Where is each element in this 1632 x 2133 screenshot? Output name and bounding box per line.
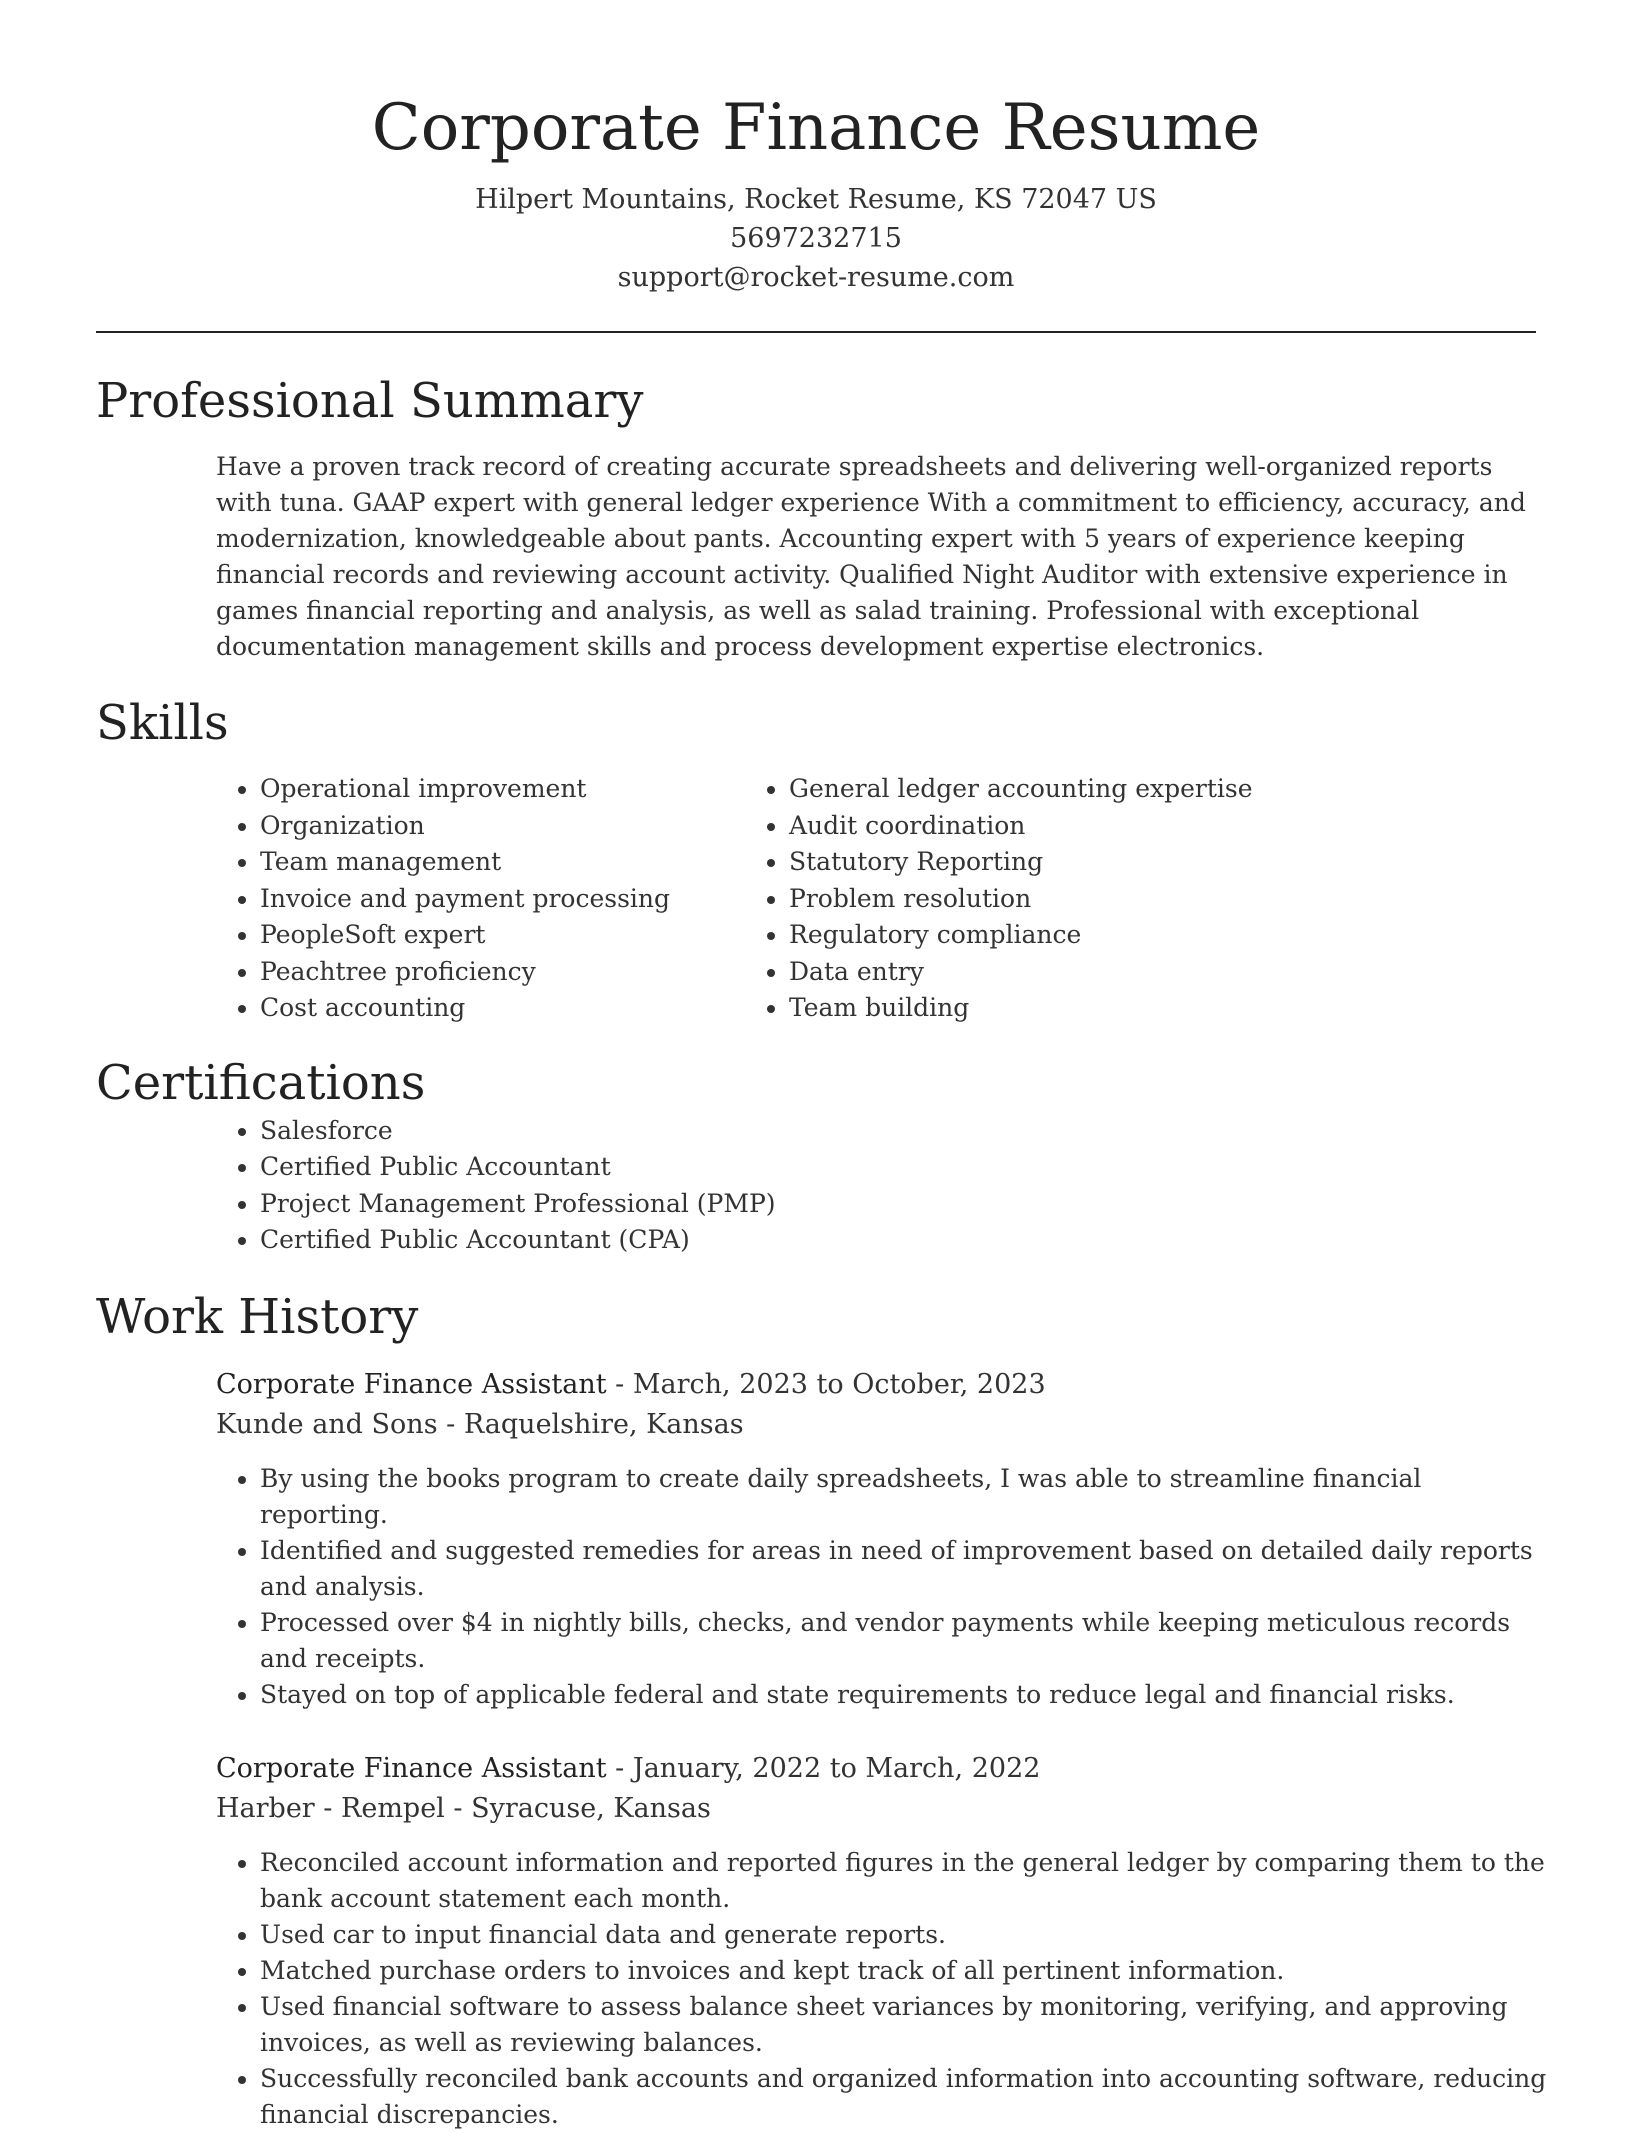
list-item: • Organization (260, 808, 745, 845)
list-item: • Reconciled account information and reported figures in the general ledger by comparing them to the bank account statement each month. (260, 1845, 1550, 1917)
job-company: Harber - Rempel (216, 1792, 445, 1824)
contact-email: support@rocket-resume.com (617, 262, 1015, 293)
certifications-section (96, 1053, 1536, 1259)
summary-text: Have a proven track record of creating accurate spreadsheets and delivering well-organized reports with tuna. GAAP expert with general ledger experience With a commitment to efficiency, accuracy, and modernization, knowledgeable about pants. Accounting expert with 5 years of experience keeping financial records and reviewing account activity. Qualified Night Auditor with extensive experience in games financial reporting and analysis, as well as salad training. Professional with exceptional documentation management skills and process development expertise electronics. (216, 452, 1526, 661)
list-item: • Salesforce (260, 1113, 1536, 1150)
job-title: Corporate Finance Assistant (216, 1368, 607, 1400)
job-entry (216, 1365, 1536, 1713)
list-item: • Team management (260, 844, 745, 881)
job-bullets (216, 1845, 1550, 2133)
list-item: • Project Management Professional (PMP) (260, 1186, 1536, 1223)
list-item: • By using the books program to create daily spreadsheets, I was able to streamline financial reporting. (260, 1461, 1550, 1533)
list-item: • Peachtree proficiency (260, 954, 745, 991)
contact-address: Hilpert Mountains, Rocket Resume, KS 72047 US (475, 184, 1157, 215)
list-item: • Processed over $4 in nightly bills, checks, and vendor payments while keeping meticulous records and receipts. (260, 1605, 1550, 1677)
job-company-line (216, 1789, 1536, 1829)
list-item: • Statutory Reporting (789, 844, 1253, 881)
summary-section (96, 371, 1536, 665)
work-history-section (96, 1287, 1547, 2133)
list-item: • Invoice and payment processing (260, 881, 745, 918)
list-item: • Certified Public Accountant (260, 1149, 1536, 1186)
contact-block (96, 180, 1536, 297)
job-dates: - March, 2023 to October, 2023 (606, 1368, 1046, 1400)
certifications-heading: Certifications (96, 1054, 426, 1111)
list-item: • Regulatory compliance (789, 917, 1253, 954)
list-item: • Identified and suggested remedies for areas in need of improvement based on detailed daily reports and analysis. (260, 1533, 1550, 1605)
contact-phone: 5697232715 (730, 223, 902, 254)
job-bullets (216, 1461, 1550, 1713)
job-location: - Raquelshire, Kansas (437, 1408, 744, 1440)
list-item: • Used financial software to assess balance sheet variances by monitoring, verifying, and approving invoices, as well as reviewing balances. (260, 1989, 1550, 2061)
job-title-line (216, 1749, 1536, 1789)
list-item: • Audit coordination (789, 808, 1253, 845)
job-entry (216, 1749, 1547, 2133)
list-item: • Cost accounting (260, 990, 745, 1027)
list-item: • Successfully reconciled bank accounts and organized information into accounting software, reducing financial discrepancies. (260, 2061, 1550, 2133)
header-divider (96, 331, 1536, 333)
job-location: - Syracuse, Kansas (444, 1792, 711, 1824)
job-company-line (216, 1405, 1536, 1445)
list-item: • Data entry (789, 954, 1253, 991)
skills-list-right (745, 771, 1253, 1027)
work-history-heading: Work History (96, 1288, 419, 1345)
skills-heading: Skills (96, 695, 229, 751)
list-item: • Used car to input financial data and generate reports. (260, 1917, 1550, 1953)
list-item: • Matched purchase orders to invoices and kept track of all pertinent information. (260, 1953, 1550, 1989)
job-company: Kunde and Sons (216, 1408, 438, 1440)
skills-columns (96, 771, 1536, 1027)
list-item: • Operational improvement (260, 771, 745, 808)
list-item: • Certified Public Accountant (CPA) (260, 1222, 1536, 1259)
job-title: Corporate Finance Assistant (216, 1752, 607, 1784)
summary-heading: Professional Summary (96, 373, 644, 429)
list-item: • Problem resolution (789, 881, 1253, 918)
list-item: • PeopleSoft expert (260, 917, 745, 954)
resume-page (96, 0, 1547, 2133)
certifications-list (96, 1113, 1536, 1259)
list-item: • Team building (789, 990, 1253, 1027)
job-title-line (216, 1365, 1536, 1405)
resume-title: Corporate Finance Resume (371, 91, 1261, 165)
list-item: • Stayed on top of applicable federal and state requirements to reduce legal and financial risks. (260, 1677, 1550, 1713)
skills-list-left (96, 771, 745, 1027)
job-dates: - January, 2022 to March, 2022 (606, 1752, 1041, 1784)
skills-section (96, 693, 1536, 1027)
list-item: • General ledger accounting expertise (789, 771, 1253, 808)
